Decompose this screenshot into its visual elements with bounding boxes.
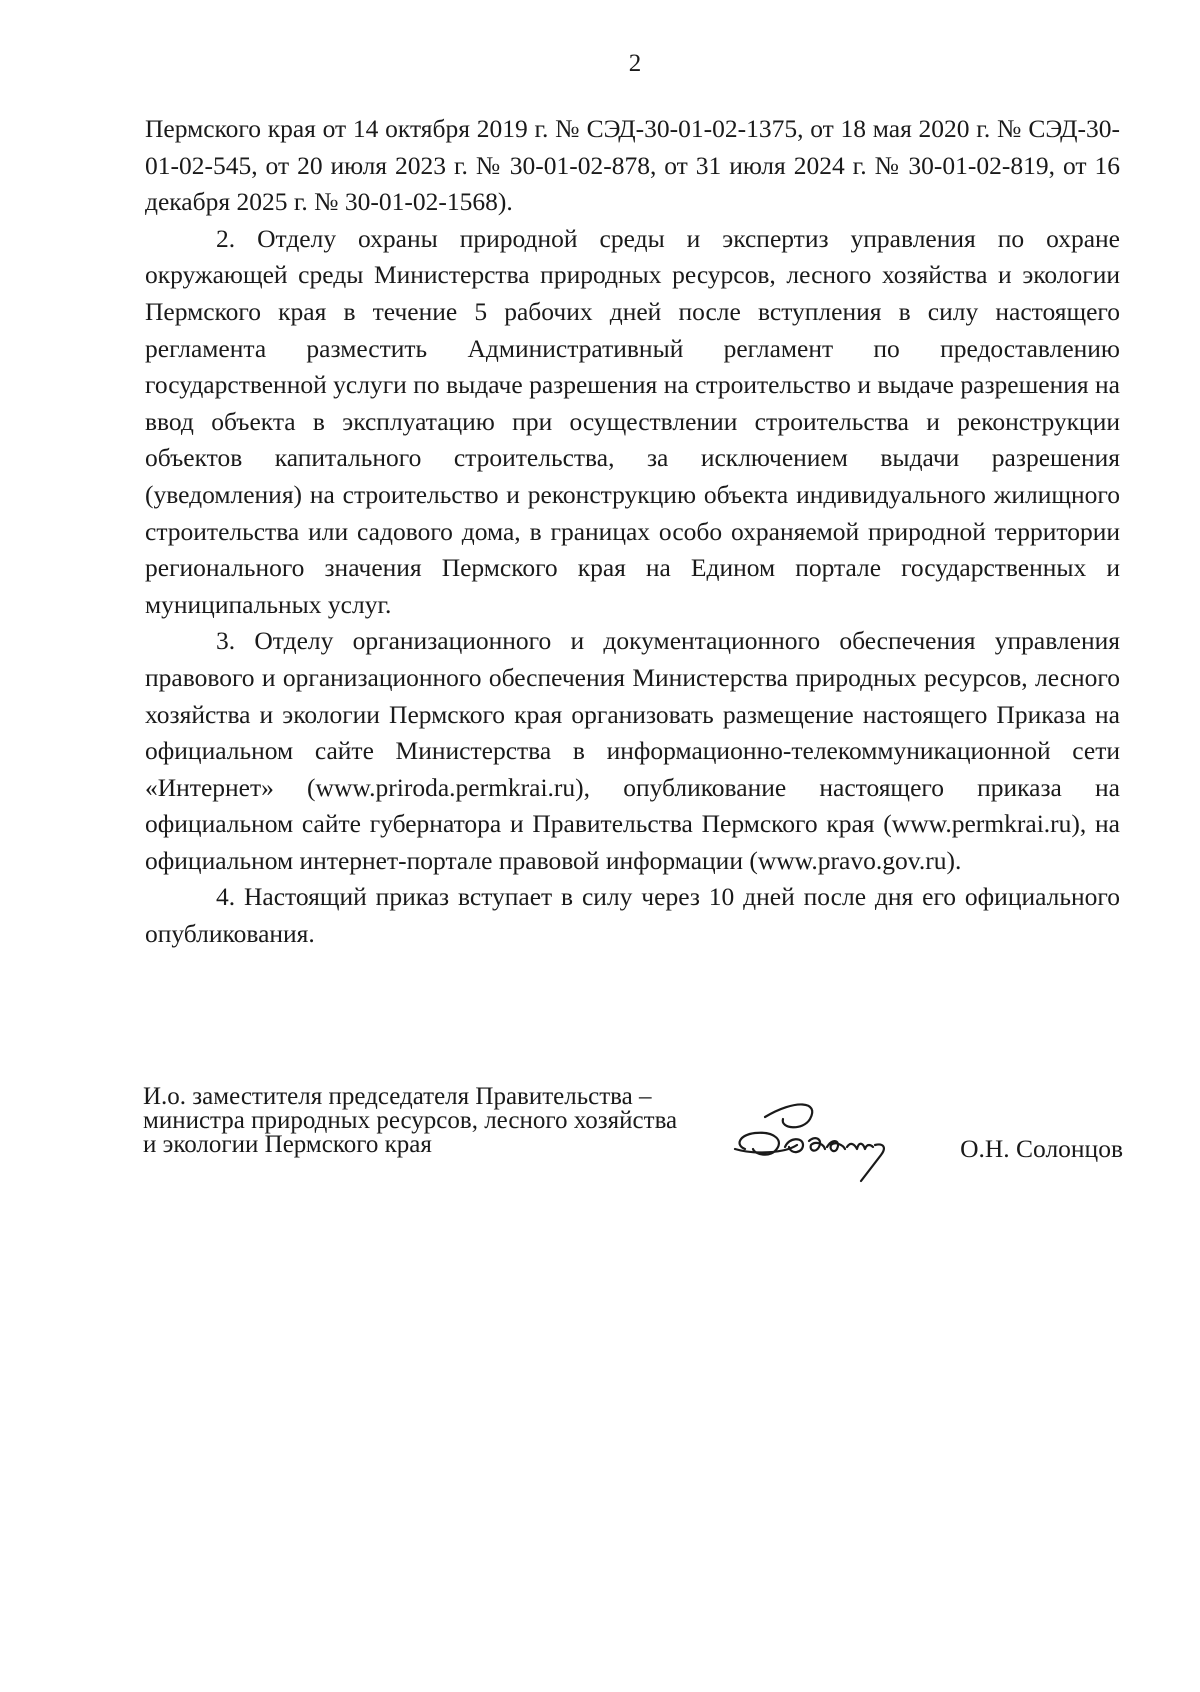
paragraph-item-4: 4. Настоящий приказ вступает в силу через 10 дней после дня его официального опубликования. <box>145 882 1120 949</box>
paragraph-continuation: Пермского края от 14 октября 2019 г. № СЭД-30-01-02-1375, от 18 мая 2020 г. № СЭД-30-01-02-545, от 20 июля 2023 г. № 30-01-02-878, от 31 июля 2024 г. № 30-01-02-819, от 16 декабря 2025 г. № 30-01-02-1568). <box>145 114 1120 217</box>
signatory-title-line-1: И.о. заместителя председателя Правительства – <box>143 1083 652 1110</box>
signatory-name: О.Н. Солонцов <box>960 1134 1123 1163</box>
signature-block <box>143 1085 1123 1195</box>
page-number: 2 <box>628 50 642 77</box>
signatory-title <box>143 1085 783 1157</box>
document-body <box>145 111 1120 953</box>
handwritten-signature <box>725 1089 925 1189</box>
paragraph-item-2: 2. Отделу охраны природной среды и экспертиз управления по охране окружающей среды Министерства природных ресурсов, лесного хозяйства и экологии Пермского края в течение 5 рабочих дней после вступления в силу настоящего регламента разместить Административный регламент по предоставлению государственной услуги по выдаче разрешения на строительство и выдаче разрешения на ввод объекта в эксплуатацию при осуществлении строительства и реконструкции объектов капитального строительства, за исключением выдачи разрешения (уведомления) на строительство и реконструкцию объекта индивидуального жилищного строительства или садового дома, в границах особо охраняемой природной территории регионального значения Пермского края на Едином портале государственных и муниципальных услуг. <box>145 223 1120 619</box>
signatory-title-line-2: министра природных ресурсов, лесного хозяйства <box>143 1107 678 1134</box>
signatory-title-line-3: и экологии Пермского края <box>143 1131 432 1158</box>
paragraph-item-3: 3. Отделу организационного и документационного обеспечения управления правового и организационного обеспечения Министерства природных ресурсов, лесного хозяйства и экологии Пермского края организовать размещение настоящего Приказа на официальном сайте Министерства в информационно-телекоммуникационной сети «Интернет» (www.priroda.permkrai.ru), опубликование настоящего приказа на официальном сайте губернатора и Правительства Пермского края (www.permkrai.ru), на официальном интернет-портале правовой информации (www.pravo.gov.ru). <box>145 626 1120 875</box>
